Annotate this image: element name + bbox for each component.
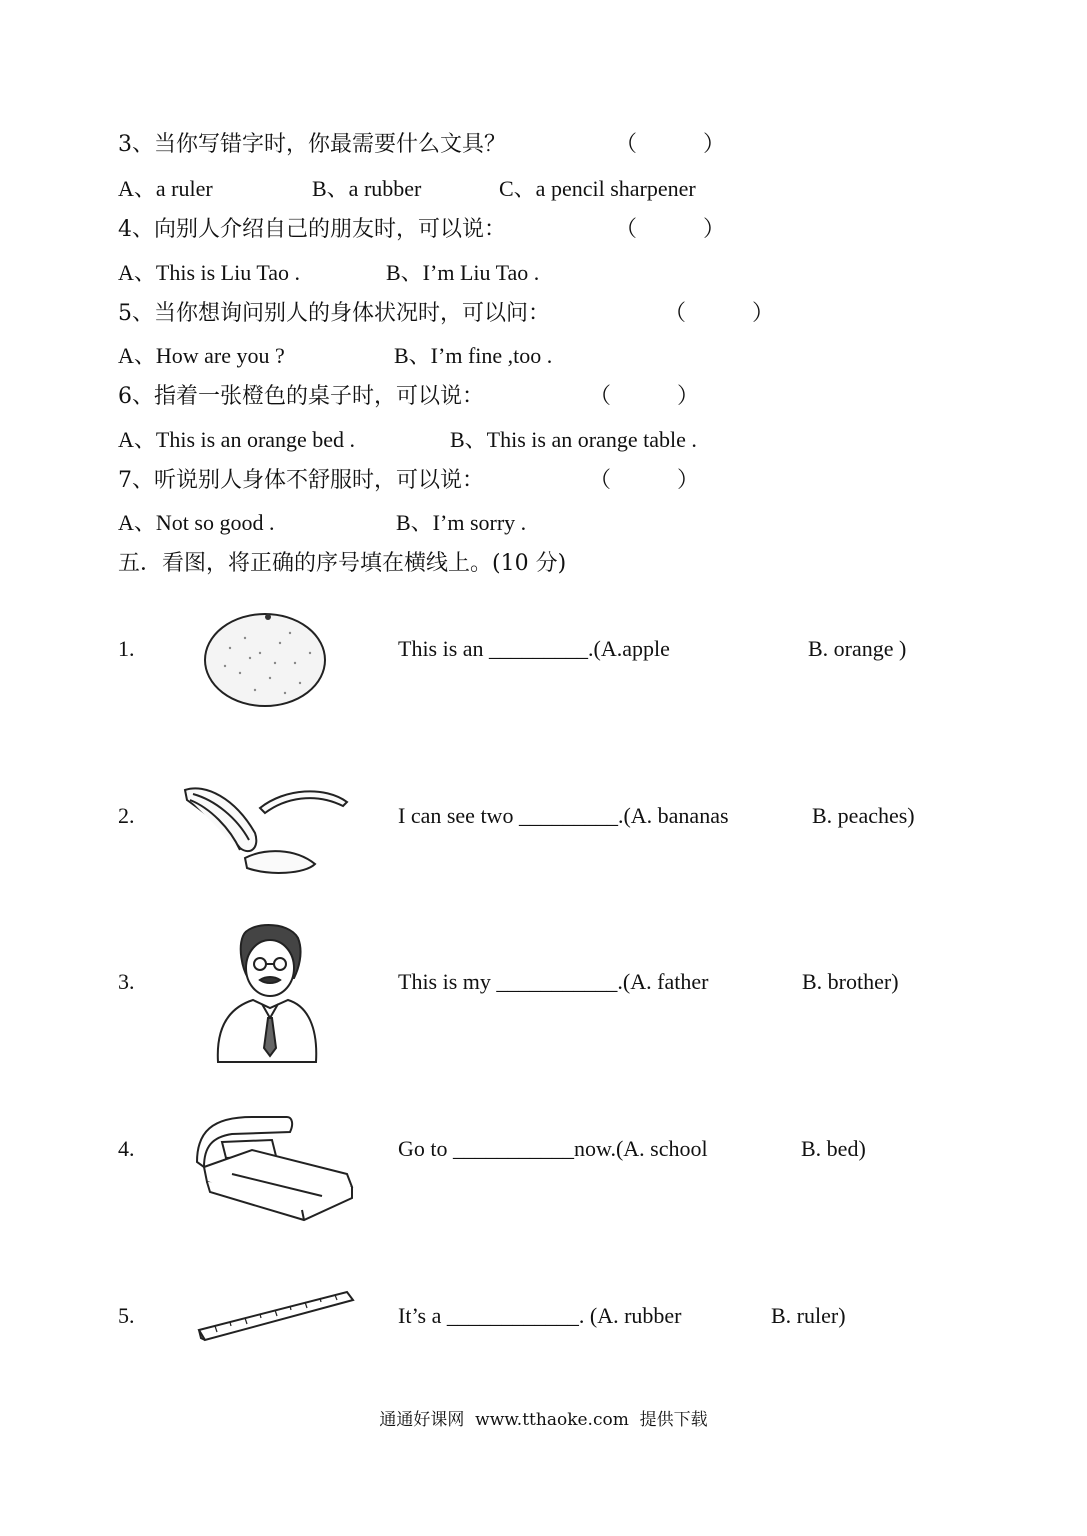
item-2-sentence: I can see two _________.(A. bananas bbox=[398, 803, 729, 828]
item-4-choice-b: B. bed) bbox=[801, 1136, 866, 1161]
question-7-stem: 7、听说别人身体不舒服时，可以说： bbox=[118, 468, 484, 493]
question-6-stem: 6、指着一张橙色的桌子时，可以说： bbox=[118, 384, 484, 409]
question-5-stem: 5、当你想询问别人的身体状况时，可以问： bbox=[118, 301, 550, 326]
question-6-option-b: B、This is an orange table . bbox=[450, 427, 697, 452]
item-3-number: 3. bbox=[118, 969, 135, 994]
question-6-option-a: A、This is an orange bed . bbox=[118, 427, 356, 452]
footer-source: 通通好课网 www.tthaoke.com 提供下载 bbox=[379, 1410, 708, 1430]
question-4-option-a: A、This is Liu Tao . bbox=[118, 260, 300, 285]
item-2-choice-b: B. peaches) bbox=[812, 803, 915, 828]
father-picture bbox=[198, 918, 320, 1064]
question-7-option-b: B、I’m sorry . bbox=[396, 510, 527, 535]
item-1-choice-b: B. orange ) bbox=[808, 636, 907, 661]
question-4-stem: 4、向别人介绍自己的朋友时，可以说： bbox=[118, 217, 506, 242]
question-3-option-a: A、a ruler bbox=[118, 176, 213, 201]
question-5-answer-blank: （ ） bbox=[664, 301, 775, 326]
question-7-answer-blank: （ ） bbox=[589, 468, 700, 493]
item-1-number: 1. bbox=[118, 636, 135, 661]
item-3-sentence: This is my ___________.(A. father bbox=[398, 969, 709, 994]
question-5-option-b: B、I’m fine ,too . bbox=[394, 343, 553, 368]
item-5-choice-b: B. ruler) bbox=[771, 1303, 846, 1328]
question-5-option-a: A、How are you ? bbox=[118, 343, 285, 368]
item-4-number: 4. bbox=[118, 1136, 135, 1161]
question-3-answer-blank: （ ） bbox=[615, 132, 726, 157]
item-5-sentence: It’s a ____________. (A. rubber bbox=[398, 1303, 682, 1328]
item-2-number: 2. bbox=[118, 803, 135, 828]
question-3-stem: 3、当你写错字时，你最需要什么文具？ bbox=[118, 132, 506, 157]
question-6-answer-blank: （ ） bbox=[589, 384, 700, 409]
item-4-sentence: Go to ___________now.(A. school bbox=[398, 1136, 708, 1161]
question-3-option-b: B、a rubber bbox=[312, 176, 422, 201]
question-4-answer-blank: （ ） bbox=[615, 217, 726, 242]
orange-picture bbox=[200, 608, 335, 708]
ruler-picture bbox=[195, 1286, 355, 1348]
question-7-option-a: A、Not so good . bbox=[118, 510, 275, 535]
item-3-choice-b: B. brother) bbox=[802, 969, 899, 994]
question-3-option-c: C、a pencil sharpener bbox=[499, 176, 696, 201]
bed-picture bbox=[192, 1112, 357, 1222]
item-5-number: 5. bbox=[118, 1303, 135, 1328]
item-1-sentence: This is an _________.(A.apple bbox=[398, 636, 670, 661]
question-4-option-b: B、I’m Liu Tao . bbox=[386, 260, 540, 285]
section-5-title: 五．看图，将正确的序号填在横线上。(10 分) bbox=[118, 551, 567, 576]
bananas-picture bbox=[175, 778, 355, 884]
